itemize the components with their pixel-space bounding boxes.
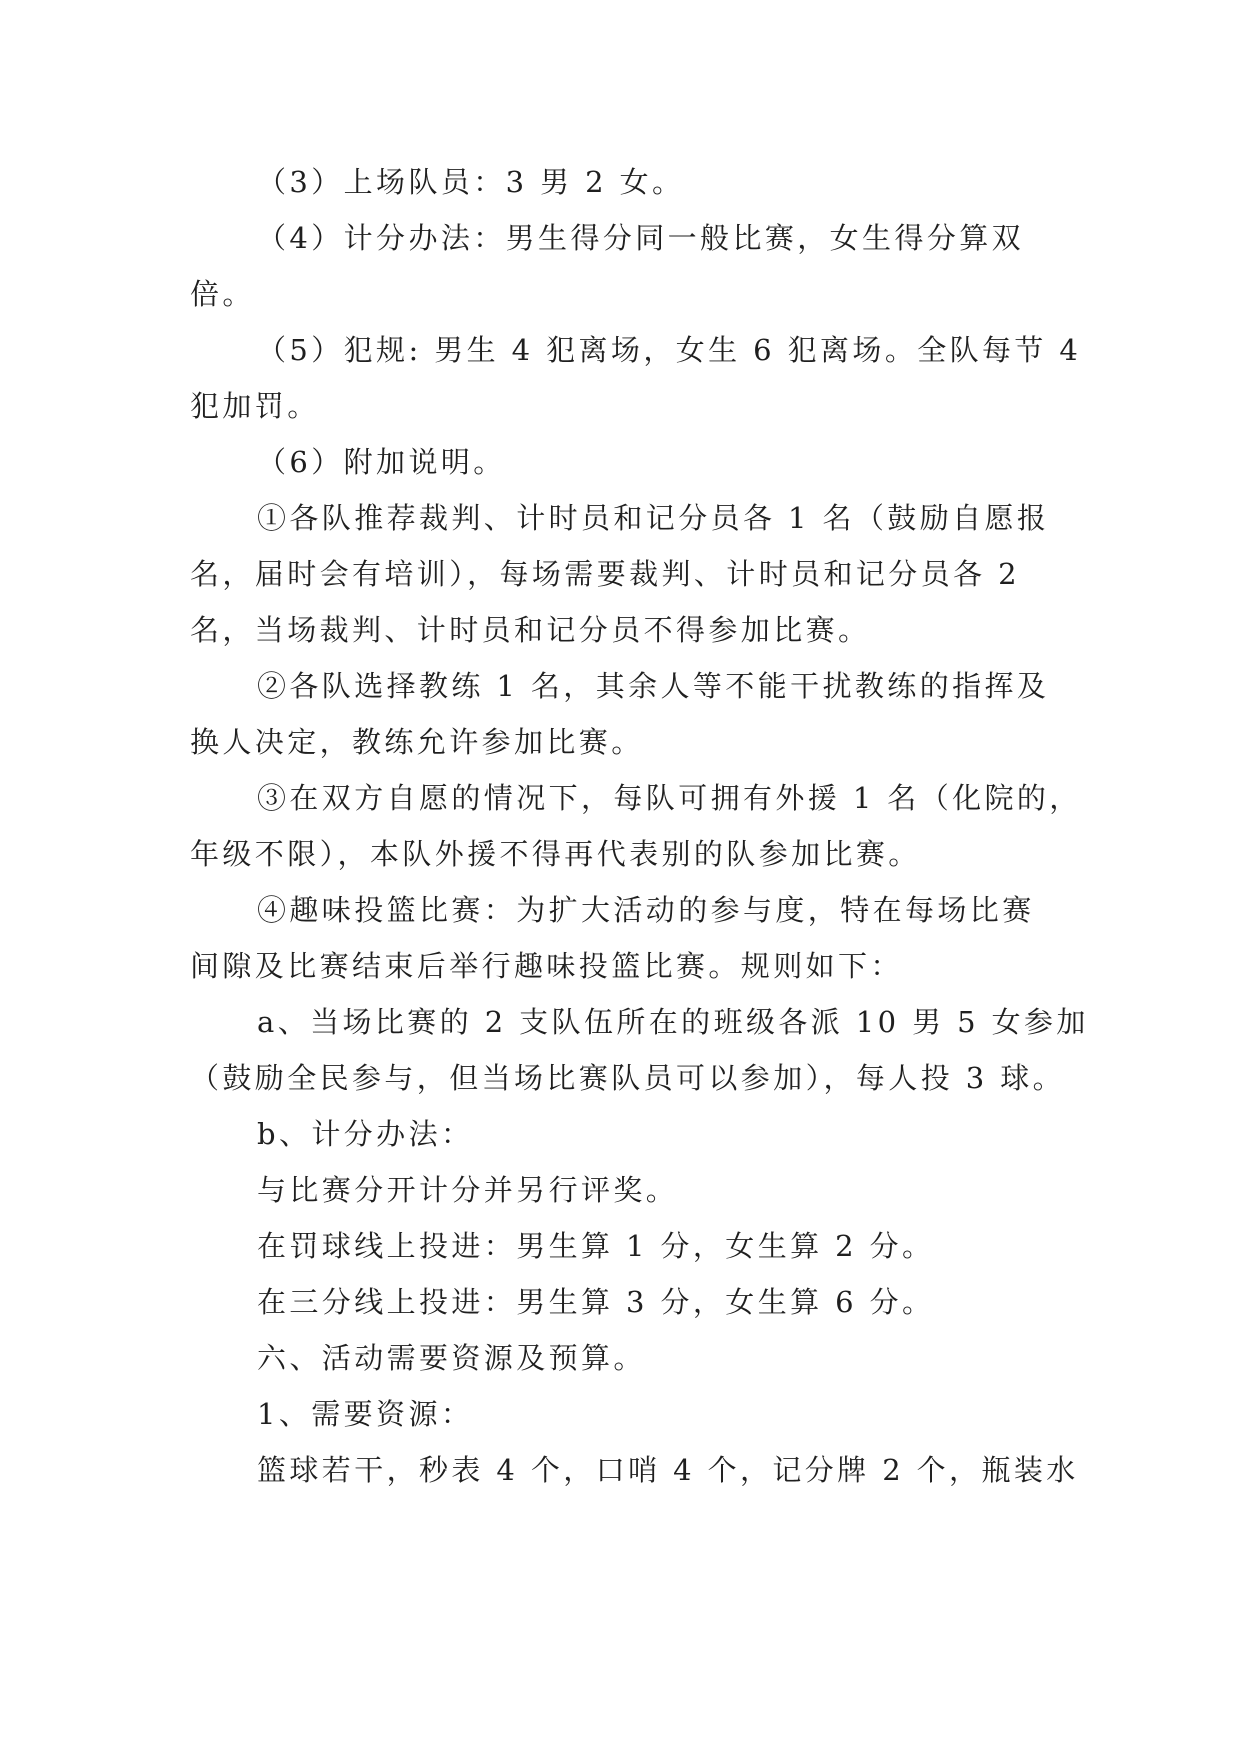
line-3: 倍。 bbox=[190, 277, 255, 311]
line-1: （3）上场队员：3 男 2 女。 bbox=[257, 165, 685, 199]
line-4: （5）犯规: 男生 4 犯离场，女生 6 犯离场。全队每节 4 bbox=[257, 333, 1082, 367]
line-19: 与比赛分开计分并另行评奖。 bbox=[257, 1173, 679, 1207]
line-20: 在罚球线上投进：男生算 1 分，女生算 2 分。 bbox=[257, 1229, 935, 1263]
line-23: 1、需要资源： bbox=[257, 1397, 474, 1431]
line-13: 年级不限），本队外援不得再代表别的队参加比赛。 bbox=[190, 837, 921, 871]
line-5: 犯加罚。 bbox=[190, 389, 320, 423]
line-11: 换人决定，教练允许参加比赛。 bbox=[190, 725, 644, 759]
line-6: （6）附加说明。 bbox=[257, 445, 506, 479]
line-14: ④趣味投篮比赛：为扩大活动的参与度，特在每场比赛 bbox=[257, 893, 1035, 927]
line-18: b、计分办法： bbox=[257, 1117, 474, 1151]
line-17: （鼓励全民参与，但当场比赛队员可以参加），每人投 3 球。 bbox=[190, 1061, 1065, 1095]
line-16: a、当场比赛的 2 支队伍所在的班级各派 10 男 5 女参加 bbox=[257, 1005, 1089, 1039]
line-8: 名，届时会有培训），每场需要裁判、计时员和记分员各 2 bbox=[190, 557, 1020, 591]
line-2: （4）计分办法：男生得分同一般比赛，女生得分算双 bbox=[257, 221, 1025, 255]
line-15: 间隙及比赛结束后举行趣味投篮比赛。规则如下： bbox=[190, 949, 903, 983]
line-9: 名，当场裁判、计时员和记分员不得参加比赛。 bbox=[190, 613, 871, 647]
line-24: 篮球若干，秒表 4 个，口哨 4 个，记分牌 2 个，瓶装水 bbox=[257, 1453, 1079, 1487]
line-22: 六、活动需要资源及预算。 bbox=[257, 1341, 646, 1375]
line-12: ③在双方自愿的情况下，每队可拥有外援 1 名（化院的， bbox=[257, 781, 1082, 815]
line-21: 在三分线上投进：男生算 3 分，女生算 6 分。 bbox=[257, 1285, 935, 1319]
line-7: ①各队推荐裁判、计时员和记分员各 1 名（鼓励自愿报 bbox=[257, 501, 1050, 535]
line-10: ②各队选择教练 1 名，其余人等不能干扰教练的指挥及 bbox=[257, 669, 1050, 703]
